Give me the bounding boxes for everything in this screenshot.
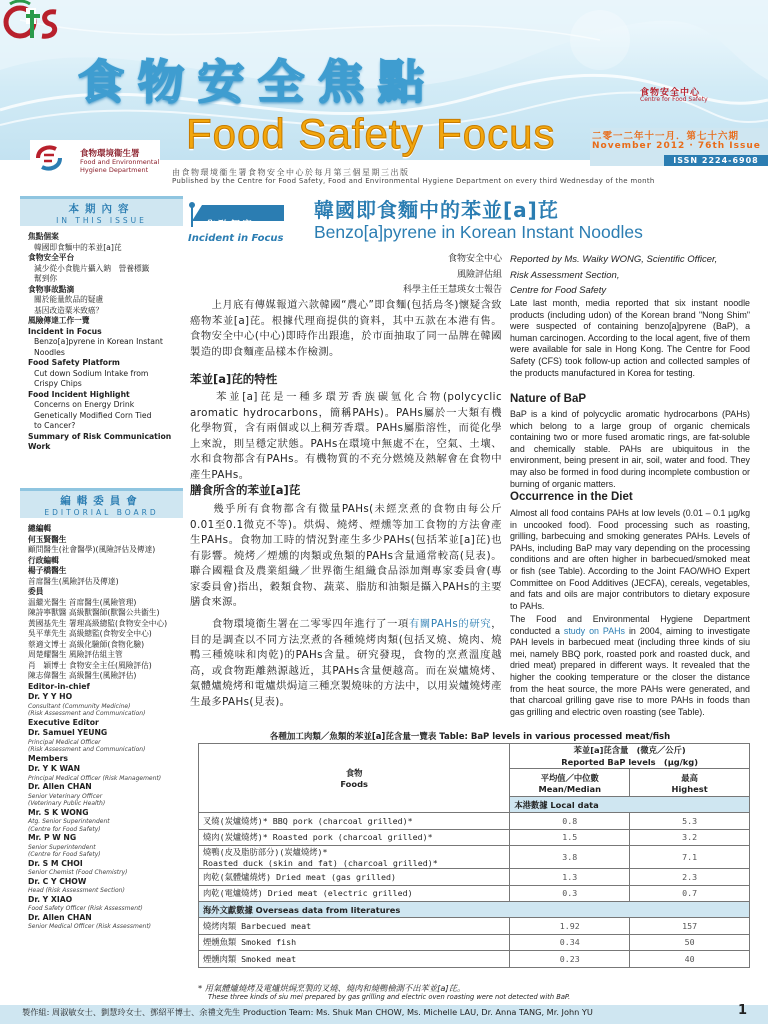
- fehd-name-zh: 食物環境衞生署: [80, 149, 140, 159]
- issn-label: ISSN 2224-6908: [664, 155, 768, 166]
- cell-food: [199, 885, 510, 901]
- board-item: Consultant (Community Medicine): [28, 702, 131, 710]
- sidebar: [20, 196, 183, 1016]
- toc-title-zh: 本期內容: [68, 203, 135, 215]
- board-header: [20, 488, 183, 518]
- cell-highest: 157: [630, 918, 750, 934]
- toc-item: 食物安全平台: [28, 253, 75, 262]
- board-title-en: EDITORIAL BOARD: [44, 508, 159, 517]
- article-title-zh: 韓國即食麵中的苯並[a]芘: [314, 198, 559, 222]
- board-item: 蔡適文博士 高級化驗師(食物化驗): [28, 639, 145, 649]
- board-item: Dr. Y XIAO: [28, 894, 73, 904]
- table-footnote-zh: * 用氣體爐燒烤及電爐烘焗烹製的叉燒、燒肉和燒鴨檢測不出苯並[a]芘。: [198, 983, 466, 993]
- en-heading-nature: Nature of BaP: [510, 393, 587, 405]
- zh-study-text-cont: ，目的是調查以不同方法烹煮的各種燒烤肉類(包括叉燒、燒肉、燒鴨三種燒味和肉乾)的PAHs含量。研究發現，食物的烹煮溫度越高，或食物距離熱源越近，其PAHs含量便越高。而在炭爐燒烤、氣體爐燒烤和電爐烘焗這三種烹製燒味的方法中，以用炭爐燒烤產生最多PAHs(見表)。: [190, 618, 502, 708]
- board-item: 肖 穎博士 食物安全主任(風險評估): [28, 660, 152, 670]
- byline-zh-line: 科學主任王慧瑛女士報告: [402, 285, 502, 295]
- header-highest: [630, 769, 750, 797]
- toc-item[interactable]: 關於能量飲品的疑慮: [34, 295, 104, 304]
- cell-mean: 3.8: [510, 846, 630, 869]
- board-item: Dr. Y Y HO: [28, 692, 73, 701]
- byline-en-line: Centre for Food Safety: [510, 285, 607, 296]
- cell-highest: 50: [630, 934, 750, 950]
- board-item: Executive Editor: [28, 717, 99, 727]
- table-header-row: [199, 744, 750, 769]
- table-row: [199, 951, 750, 967]
- en-paragraph-intro: Late last month, media reported that six instant noodle products (including udon) of the Korean brand "Nong Shim" were suspected of containing benzo[a]pyrene (BaP), a human carcinogen. According to the local agent, five of them were available for sale in Hong Kong. The Centre for Food Safety (CFS) took follow-up action and collected samples of the products manufactured in Korea for testing.: [510, 298, 750, 378]
- masthead: [0, 0, 768, 165]
- food-label: 肉乾(氣體爐燒烤) Dried meat (gas grilled): [203, 871, 396, 882]
- table-footnote-en: These three kinds of siu mei prepared by gas grilling and electric oven roasting were not detected with BaP.: [208, 993, 571, 1001]
- publisher-line-en: Published by the Centre for Food Safety, Food and Environmental Hygiene Department on every third Wednesday of the month: [172, 177, 655, 185]
- table-section-row: [199, 901, 750, 917]
- cell-highest: 0.7: [630, 885, 750, 901]
- cell-highest: 7.1: [630, 846, 750, 869]
- header-mean-zh: 平均值／中位數: [540, 772, 599, 783]
- toc-item[interactable]: 幫到你: [34, 274, 58, 283]
- section-label: 海外文獻數據 Overseas data from literatures: [199, 901, 750, 917]
- board-item: 行政編輯: [28, 555, 59, 565]
- food-label: 煙燻魚類 Smoked fish: [203, 937, 297, 948]
- food-label: 叉燒(炭爐燒烤)* BBQ pork (charcoal grilled)*: [203, 816, 413, 827]
- page-number: 1: [738, 1003, 748, 1018]
- article-title-en: Benzo[a]pyrene in Korean Instant Noodles: [314, 222, 643, 242]
- header-foods-en: Foods: [340, 779, 368, 790]
- cell-highest: 3.2: [630, 829, 750, 845]
- header-levels-en: Reported BaP levels (µg/kg): [561, 757, 699, 767]
- cell-highest: 5.3: [630, 813, 750, 829]
- byline-en: [510, 252, 750, 299]
- production-team: 製作組: 周淑敏女士、劉慧玲女士、鄧紹平博士、余禮文先生 Production Team: Ms. Shuk Man CHOW, Ms. Michelle LAU, Dr. Anna TANG, Mr. John YU: [22, 1007, 593, 1017]
- board-item: Senior Veterinary Officer: [28, 792, 103, 800]
- cell-food: [199, 829, 510, 845]
- header-highest-en: Highest: [671, 783, 708, 794]
- board-item: 顧問醫生(社會醫學)(風險評估及傳達): [28, 545, 156, 554]
- board-item: Members: [28, 753, 68, 763]
- cell-food: [199, 869, 510, 885]
- byline-zh: [190, 252, 502, 299]
- toc-item[interactable]: Cut down Sodium Intake from: [34, 368, 149, 378]
- toc-item: 食物事故點滴: [28, 284, 75, 294]
- board-item: Principal Medical Officer (Risk Management): [28, 774, 162, 782]
- section-label: 本港數據 Local data: [510, 797, 750, 813]
- issue-zh: 二零一二年十一月．第七十六期: [592, 131, 740, 142]
- en-heading-diet: Occurrence in the Diet: [510, 491, 633, 503]
- table-row: [199, 869, 750, 885]
- board-item: 楊子橋醫生: [28, 566, 67, 575]
- board-item: Dr. Allen CHAN: [28, 782, 92, 791]
- bap-levels-table: [198, 743, 750, 968]
- toc-item[interactable]: Crispy Chips: [34, 379, 82, 388]
- en-paragraph-nature: BaP is a kind of polycyclic aromatic hydrocarbons (PAHs) which belong to a large group of organic chemicals containing two or more fused aromatic rings, are fat-soluble and chemically stable. PAHs are ubiquitous in the environment, being present in air, soil, water and food. They may also be formed in food during incomplete combustion or burning of organic matters.: [510, 409, 750, 489]
- board-item: 首席醫生(風險評估及傳達): [28, 576, 119, 586]
- zh-heading-nature: 苯並[a]芘的特性: [190, 372, 278, 386]
- toc-item[interactable]: Noodles: [34, 347, 65, 357]
- cell-food: [199, 951, 510, 967]
- cfs-logo-icon: [0, 0, 60, 50]
- board-item: 陳志偉醫生 高級醫生(風險評估): [28, 671, 137, 680]
- board-item: Mr. P W NG: [28, 833, 77, 842]
- cfs-name-zh: 食物安全中心: [640, 88, 701, 98]
- toc-item: Food Incident Highlight: [28, 389, 130, 399]
- cell-mean: 1.5: [510, 829, 630, 845]
- board-item: Dr. Samuel YEUNG: [28, 728, 108, 737]
- board-item: 黃國基先生 署理高級總監(食物安全中心): [28, 618, 168, 628]
- table-row: [199, 918, 750, 934]
- fehd-logo-icon: [34, 143, 64, 173]
- toc-list: [28, 232, 183, 453]
- table-row: [199, 813, 750, 829]
- cell-mean: 0.3: [510, 885, 630, 901]
- board-item: (Centre for Food Safety): [28, 851, 101, 858]
- zh-paragraph-intro: 上月底有傳媒報道六款韓國“農心”即食麵(包括烏冬)懷疑含致癌物苯並[a]芘。根據代理商提供的資料，其中五款在本港有售。食物安全中心(中心)即時作出跟進，於市面抽取了同一品牌在韓國製造的即食麵產品樣本作檢測。: [190, 299, 502, 358]
- zh-study-link[interactable]: 有關PAHs的研究: [408, 618, 492, 630]
- toc-item[interactable]: Concerns on Energy Drink: [34, 400, 135, 409]
- cell-mean: 0.8: [510, 813, 630, 829]
- incident-tag-zh: 焦點個案: [204, 220, 252, 231]
- toc-header: [20, 196, 183, 226]
- board-item: Dr. C Y CHOW: [28, 876, 87, 886]
- header-mean: [510, 769, 630, 797]
- board-list: [28, 524, 183, 931]
- toc-item: Incident in Focus: [28, 326, 102, 336]
- cell-mean: 1.3: [510, 869, 630, 885]
- food-label: 燒烤肉類 Barbecued meat: [203, 921, 312, 932]
- board-item: 何玉賢醫生: [28, 534, 67, 544]
- table-row: [199, 846, 750, 869]
- toc-item: Food Safety Platform: [28, 358, 120, 367]
- incident-tag-en: Incident in Focus: [188, 233, 284, 244]
- cfs-name-en: Centre for Food Safety: [640, 96, 708, 103]
- board-item: (Veterinary Public Health): [28, 800, 106, 807]
- en-study-text: The Food and Environmental Hygiene Department conducted a: [510, 614, 750, 636]
- zh-paragraph-diet: 幾乎所有食物都含有微量PAHs(未經烹煮的食物由每公斤0.01至0.1微克不等)。烘焗、燒烤、煙燻等加工食物的方法會產生PAHs。食物加工時的情況對產生多少PAHs(包括苯並[a]芘)也有影響。燒烤／煙燻的肉類或魚類的PAHs含量通常較高(見表)。聯合國糧食及農業組織／世界衞生組織食品添加劑專家委員會(專家委員會)指出，穀類食物、蔬菜、脂肪和油類是攝入PAHs的主要膳食來源。: [190, 503, 502, 608]
- food-label: 煙燻肉類 Smoked meat: [203, 953, 297, 964]
- toc-item[interactable]: to Cancer?: [34, 421, 76, 430]
- board-item: Dr. S M CHOI: [28, 858, 83, 868]
- food-label-en: Roasted duck (skin and fat) (charcoal grilled)*: [203, 858, 438, 869]
- board-item: (Centre for Food Safety): [28, 825, 101, 833]
- issue-en: November 2012 · 76th Issue: [592, 141, 761, 151]
- food-label: 燒肉(炭爐燒烤)* Roasted pork (charcoal grilled)*: [203, 832, 433, 843]
- board-item: (Risk Assessment and Communication): [28, 710, 146, 717]
- board-item: Dr. Allen CHAN: [28, 912, 92, 922]
- byline-en-line: Risk Assessment Section,: [510, 269, 620, 281]
- header-foods-zh: 食物: [345, 768, 363, 779]
- en-paragraph-diet: Almost all food contains PAHs at low levels (0.01 – 0.1 µg/kg in uncooked food). Food processing such as roasting, grilling, barbecuing and smoking generates PAHs. Levels of PAHs, including BaP may vary depending on the processing conditions and are often higher in barbecued/smoked meat or fish (see Table). According to the Joint FAO/WHO Expert Committee on Food Additives (JECFA), cereals, vegetables, and fats and oils are major contributors to dietary exposure to PAHs.: [510, 508, 750, 611]
- publisher-line-zh: 由食物環境衞生署食物安全中心於每月第三個星期三出版: [172, 168, 410, 177]
- toc-item[interactable]: 基因改造粟米致癌？: [34, 305, 104, 315]
- board-title-zh: 編輯委員會: [60, 495, 143, 507]
- masthead-title-en: Food Safety Focus: [186, 110, 556, 157]
- zh-paragraph-nature: 苯並[a]芘是一種多環芳香族碳氫化合物(polycyclic aromatic hydrocarbons，簡稱PAHs)。PAHs屬於一大類有機化學物質，含有兩個或以上稠芳香環。PAHs屬脂溶性，而從化學上來說，則呈穩定狀態。PAHs在環境中無處不在，空氣、土壤、水和食物都含有PAHs。有機物質的不充分燃燒及熱解會在食物中產生PAHs。: [190, 391, 502, 481]
- board-item: Editor-in-chief: [28, 681, 90, 691]
- board-item: 温繼光醫生 首席醫生(風險管理): [28, 597, 137, 607]
- toc-item[interactable]: 韓國即食麵中的苯並[a]芘: [34, 242, 122, 252]
- board-item: 吳平華先生 高級總監(食物安全中心): [28, 629, 152, 638]
- header-mean-en: Mean/Median: [538, 783, 602, 794]
- cell-mean: 1.92: [510, 918, 630, 934]
- cell-mean: 0.23: [510, 951, 630, 967]
- board-item: Senior Superintendent: [28, 843, 96, 851]
- cell-highest: 2.3: [630, 869, 750, 885]
- table-row: [199, 934, 750, 950]
- table-row: [199, 829, 750, 845]
- cell-food: [199, 918, 510, 934]
- cell-food: [199, 813, 510, 829]
- zh-study-text: 食物環境衞生署在二零零四年進行了一項: [190, 618, 409, 630]
- en-study-text-cont: in 2004, aiming to investigate PAH levels in barbecued meat (including three kinds of siu mei, namely BBQ pork, roasted pork and roasted duck, and dried meat) prepared in different ways. It revealed that the higher the cooking temperature or the closer the distance from the heat source, the more PAHs were generated, and that charcoal grilling gave rise to more PAHs in foods than gas grilling and electric oven roasting (see Table).: [510, 625, 751, 717]
- board-item: Atg. Senior Superintendent: [28, 818, 110, 825]
- toc-item: Summary of Risk Communication Work: [28, 431, 172, 451]
- board-item: Food Safety Officer (Risk Assessment): [28, 905, 143, 912]
- toc-item[interactable]: Benzo[a]pyrene in Korean Instant: [34, 337, 163, 346]
- board-item: 總編輯: [28, 524, 52, 533]
- board-item: Mr. S K WONG: [28, 807, 89, 817]
- cell-mean: 0.34: [510, 934, 630, 950]
- toc-item[interactable]: Genetically Modified Corn Tied: [34, 410, 152, 420]
- toc-title-en: IN THIS ISSUE: [56, 216, 147, 225]
- board-item: 委員: [28, 587, 44, 596]
- board-item: Senior Chemist (Food Chemistry): [28, 869, 128, 876]
- fehd-name-en: Food and Environmental Hygiene Department: [80, 158, 160, 174]
- zh-heading-diet: 膳食所含的苯並[a]芘: [190, 483, 301, 497]
- masthead-title-zh: 食物安全焦點: [78, 55, 438, 109]
- byline-en-line: Reported by Ms. Waiky WONG, Scientific Officer,: [510, 254, 718, 265]
- board-item: Head (Risk Assessment Section): [28, 887, 125, 894]
- header-highest-zh: 最高: [681, 772, 698, 783]
- toc-item[interactable]: 減少從小食脆片攝入鈉 營養標籤: [34, 263, 150, 273]
- cell-food: [199, 934, 510, 950]
- cell-food: [199, 846, 510, 869]
- board-item: 陳詩寧獸醫 高級獸醫師(獸醫公共衞生): [28, 608, 160, 617]
- board-item: Senior Medical Officer (Risk Assessment): [28, 923, 152, 930]
- toc-item: 風險傳達工作一覽: [28, 316, 90, 325]
- food-label: 肉乾(電爐燒烤) Dried meat (electric grilled): [203, 888, 413, 899]
- en-study-link[interactable]: study on PAHs: [563, 625, 625, 636]
- byline-zh-line: 風險評估組: [456, 269, 502, 280]
- zh-paragraph-study: [190, 617, 502, 727]
- table-row: [199, 885, 750, 901]
- board-item: Principal Medical Officer: [28, 738, 101, 746]
- header-levels: [510, 744, 750, 769]
- board-item: (Risk Assessment and Communication): [28, 746, 146, 753]
- table-title: 各種加工肉類／魚類的苯並[a]芘含量一覽表 Table: BaP levels in various processed meat/fish: [269, 732, 671, 742]
- en-paragraph-study: [510, 614, 750, 727]
- board-item: 周楚耀醫生 風險評估組主管: [28, 650, 123, 659]
- food-label: 燒鴨(皮及脂肪部分)(炭爐燒烤)*: [203, 847, 328, 858]
- cell-highest: 40: [630, 951, 750, 967]
- header-levels-zh: 苯並[a]芘含量 (微克／公斤): [573, 745, 686, 755]
- board-item: Dr. Y K WAN: [28, 764, 81, 773]
- byline-zh-line: 食物安全中心: [447, 254, 502, 264]
- toc-item: 焦點個案: [28, 232, 59, 241]
- header-foods: [199, 744, 510, 813]
